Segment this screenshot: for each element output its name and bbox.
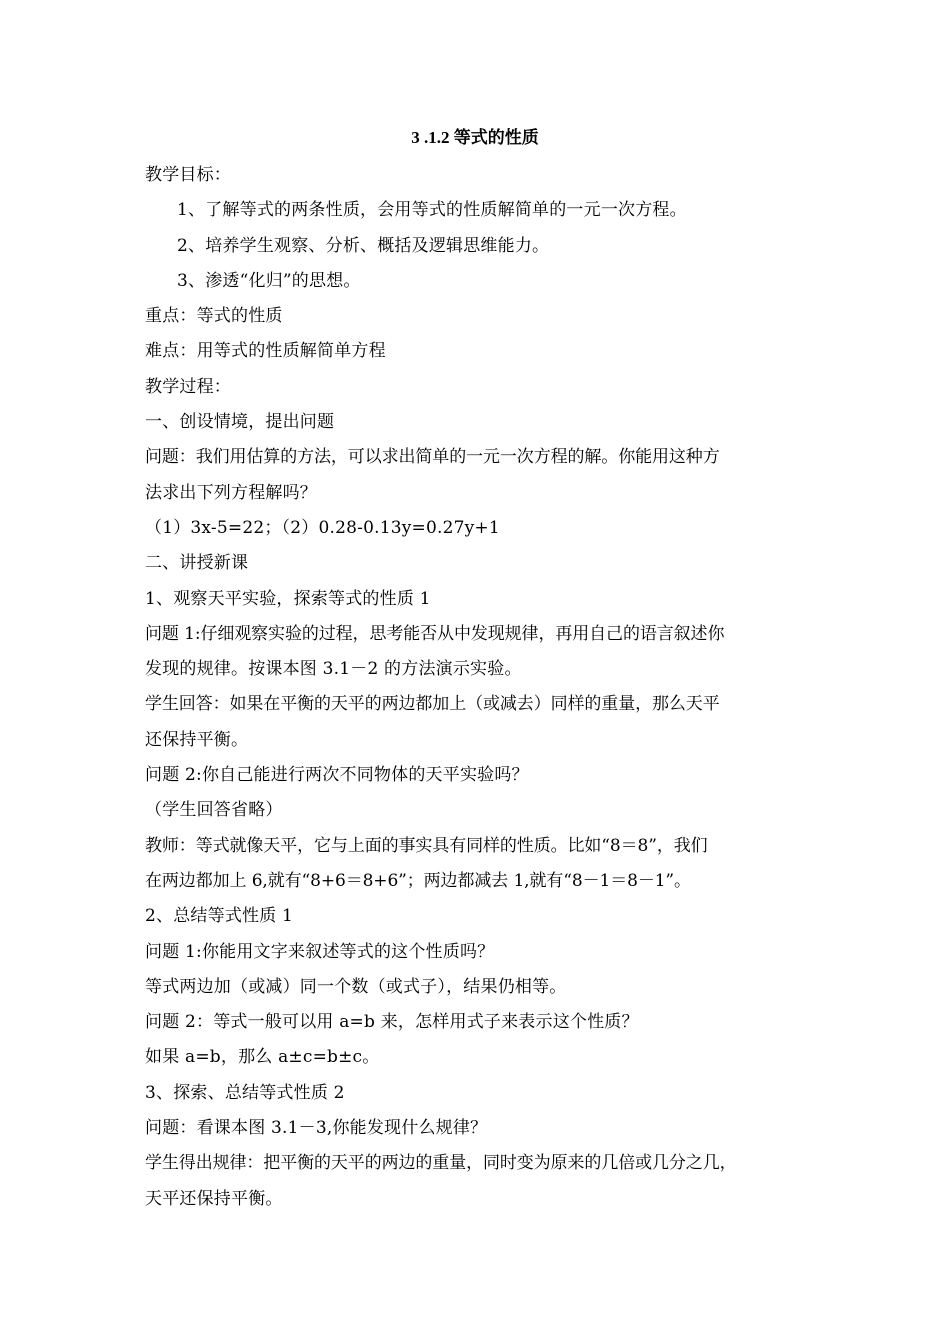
formula-line: 如果 a=b，那么 a±c=b±c。 (145, 1047, 380, 1068)
paragraph-line: 教师：等式就像天平，它与上面的事实具有同样的性质。比如“8＝8”，我们 (145, 835, 708, 856)
objective-item: 1、了解等式的两条性质，会用等式的性质解简单的一元一次方程。 (177, 200, 687, 221)
paragraph-line: 学生得出规律：把平衡的天平的两边的重量，同时变为原来的几倍或几分之几， (145, 1153, 737, 1174)
section-heading-objectives: 教学目标： (145, 165, 231, 185)
objective-item: 3、渗透“化归”的思想。 (177, 270, 361, 291)
objective-item: 2、培养学生观察、分析、概括及逻辑思维能力。 (177, 235, 550, 256)
paragraph-line: 在两边都加上 6,就有“8+6＝8+6”；两边都减去 1,就有“8－1＝8－1”。 (145, 870, 691, 891)
paragraph-line: 学生回答：如果在平衡的天平的两边都加上（或减去）同样的重量，那么天平 (145, 694, 720, 715)
paragraph-line: 问题 2:你自己能进行两次不同物体的天平实验吗？ (145, 765, 529, 786)
section-heading: 二、讲授新课 (145, 553, 249, 574)
paragraph-line: 还保持平衡。 (145, 729, 249, 750)
subsection-heading: 3、探索、总结等式性质 2 (145, 1082, 345, 1103)
section-heading: 一、创设情境，提出问题 (145, 412, 335, 433)
section-heading-process: 教学过程： (145, 376, 231, 397)
paragraph-line: 问题 1:仔细观察实验的过程，思考能否从中发现规律，再用自己的语言叙述你 (145, 623, 725, 644)
document-body (145, 158, 815, 1217)
paragraph-line: 问题：看课本图 3.1－3,你能发现什么规律？ (145, 1118, 488, 1139)
difficult-point: 难点：用等式的性质解简单方程 (145, 341, 386, 362)
equation-line: （1）3x-5=22；（2）0.28-0.13y=0.27y+1 (145, 517, 500, 538)
paragraph-line: 发现的规律。按课本图 3.1－2 的方法演示实验。 (145, 659, 522, 680)
paragraph-line: 问题 1:你能用文字来叙述等式的这个性质吗？ (145, 941, 495, 962)
subsection-heading: 1、观察天平实验，探索等式的性质 1 (145, 588, 431, 609)
paragraph-line: （学生回答省略） (145, 800, 283, 821)
paragraph-line: 问题：我们用估算的方法，可以求出简单的一元一次方程的解。你能用这种方 (145, 447, 720, 468)
key-point: 重点：等式的性质 (145, 306, 283, 327)
paragraph-line: 天平还保持平衡。 (145, 1188, 283, 1209)
paragraph-line: 法求出下列方程解吗？ (145, 482, 317, 503)
subsection-heading: 2、总结等式性质 1 (145, 906, 294, 927)
paragraph-line: 等式两边加（或减）同一个数（或式子），结果仍相等。 (145, 976, 567, 997)
paragraph-line: 问题 2：等式一般可以用 a=b 来，怎样用式子来表示这个性质？ (145, 1012, 639, 1033)
document-title: 3 .1.2 等式的性质 (411, 128, 539, 147)
